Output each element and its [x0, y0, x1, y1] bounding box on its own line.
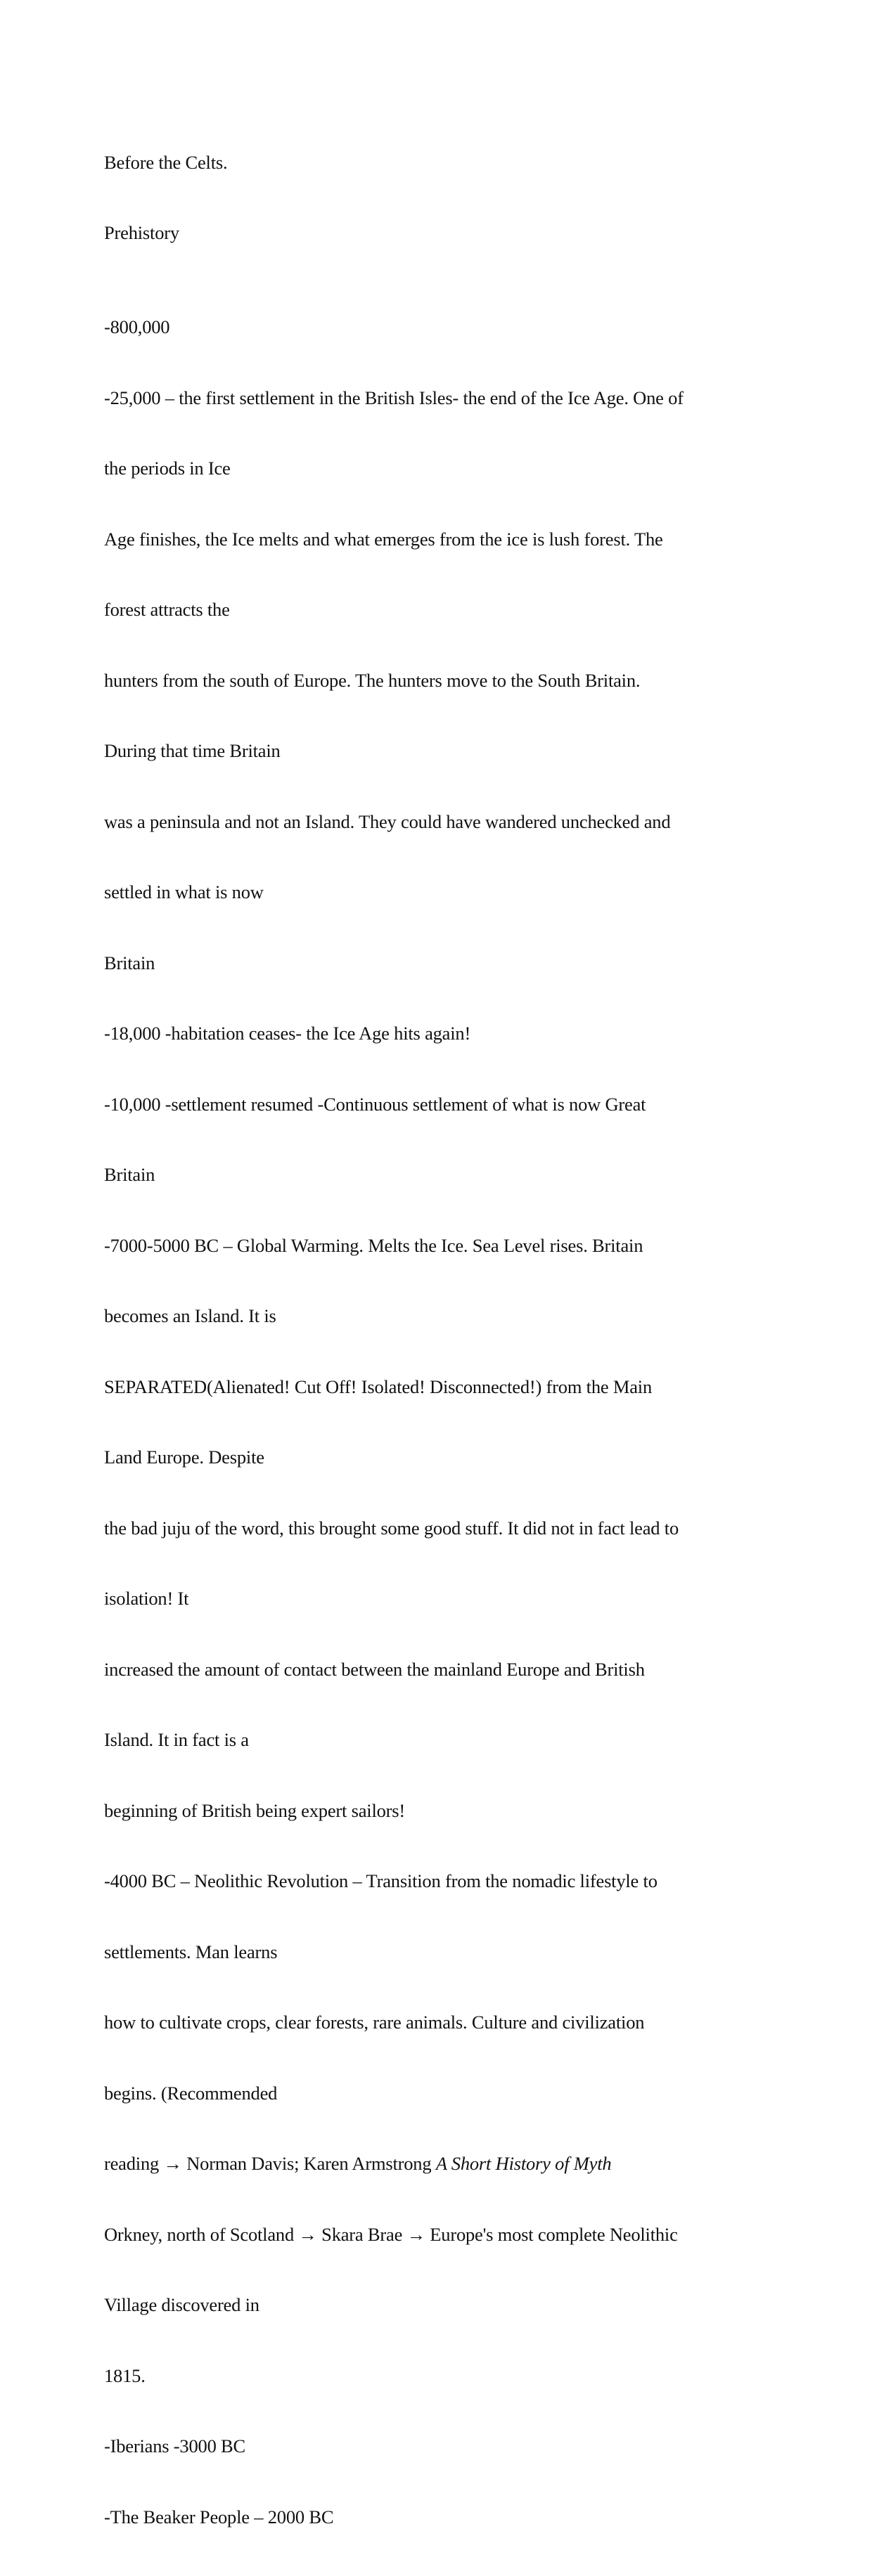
text-line: Orkney, north of Scotland → Skara Brae → Europe's most complete Neolithic	[104, 2223, 678, 2245]
document-body	[104, 268, 779, 2576]
text-line: Island. It in fact is a	[104, 1729, 249, 1750]
text-line: 1815.	[104, 2364, 146, 2386]
text-line: -Iberians -3000 BC	[104, 2435, 245, 2457]
text-line: begins. (Recommended	[104, 2082, 278, 2104]
document-title: Before the Celts.	[104, 152, 228, 173]
text-line: beginning of British being expert sailors!	[104, 1799, 406, 1821]
text-line: hunters from the south of Europe. The hunters move to the South Britain.	[104, 669, 641, 691]
text-line: Age finishes, the Ice melts and what emerges from the ice is lush forest. The	[104, 528, 663, 550]
reading-prefix: reading → Norman Davis; Karen Armstrong	[104, 2153, 436, 2174]
text-line: -7000-5000 BC – Global Warming. Melts the Ice. Sea Level rises. Britain	[104, 1234, 643, 1256]
text-line: settlements. Man learns	[104, 1941, 278, 1962]
text-line: becomes an Island. It is	[104, 1305, 276, 1326]
text-line: SEPARATED(Alienated! Cut Off! Isolated! Disconnected!) from the Main	[104, 1376, 653, 1397]
text-line: forest attracts the	[104, 599, 230, 620]
text-line: the periods in Ice	[104, 458, 231, 479]
text-line: -800,000	[104, 316, 170, 337]
text-line: -18,000 -habitation ceases- the Ice Age hits again!	[104, 1023, 471, 1044]
text-line: settled in what is now	[104, 881, 264, 902]
book-title: A Short History of Myth	[435, 2153, 612, 2174]
text-line: -10,000 -settlement resumed -Continuous settlement of what is now Great	[104, 1093, 646, 1115]
section-heading: Prehistory	[104, 222, 179, 243]
text-line: how to cultivate crops, clear forests, rare animals. Culture and civilization	[104, 2012, 645, 2033]
text-line: Britain	[104, 952, 155, 973]
text-line: During that time Britain	[104, 740, 281, 761]
text-line: -The Beaker People – 2000 BC	[104, 2506, 334, 2528]
text-line: was a peninsula and not an Island. They could have wandered unchecked and	[104, 810, 671, 832]
text-line: Britain	[104, 1164, 155, 1185]
text-line: -4000 BC – Neolithic Revolution – Transition from the nomadic lifestyle to	[104, 1870, 658, 1891]
text-line: Land Europe. Despite	[104, 1446, 264, 1468]
text-line: Village discovered in	[104, 2294, 259, 2315]
text-line: isolation! It	[104, 1588, 189, 1609]
reading-line	[104, 2152, 779, 2176]
text-line: increased the amount of contact between the mainland Europe and British	[104, 1658, 645, 1680]
text-line: the bad juju of the word, this brought some good stuff. It did not in fact lead to	[104, 1517, 679, 1539]
text-line: -25,000 – the first settlement in the British Isles- the end of the Ice Age. One of	[104, 387, 684, 408]
